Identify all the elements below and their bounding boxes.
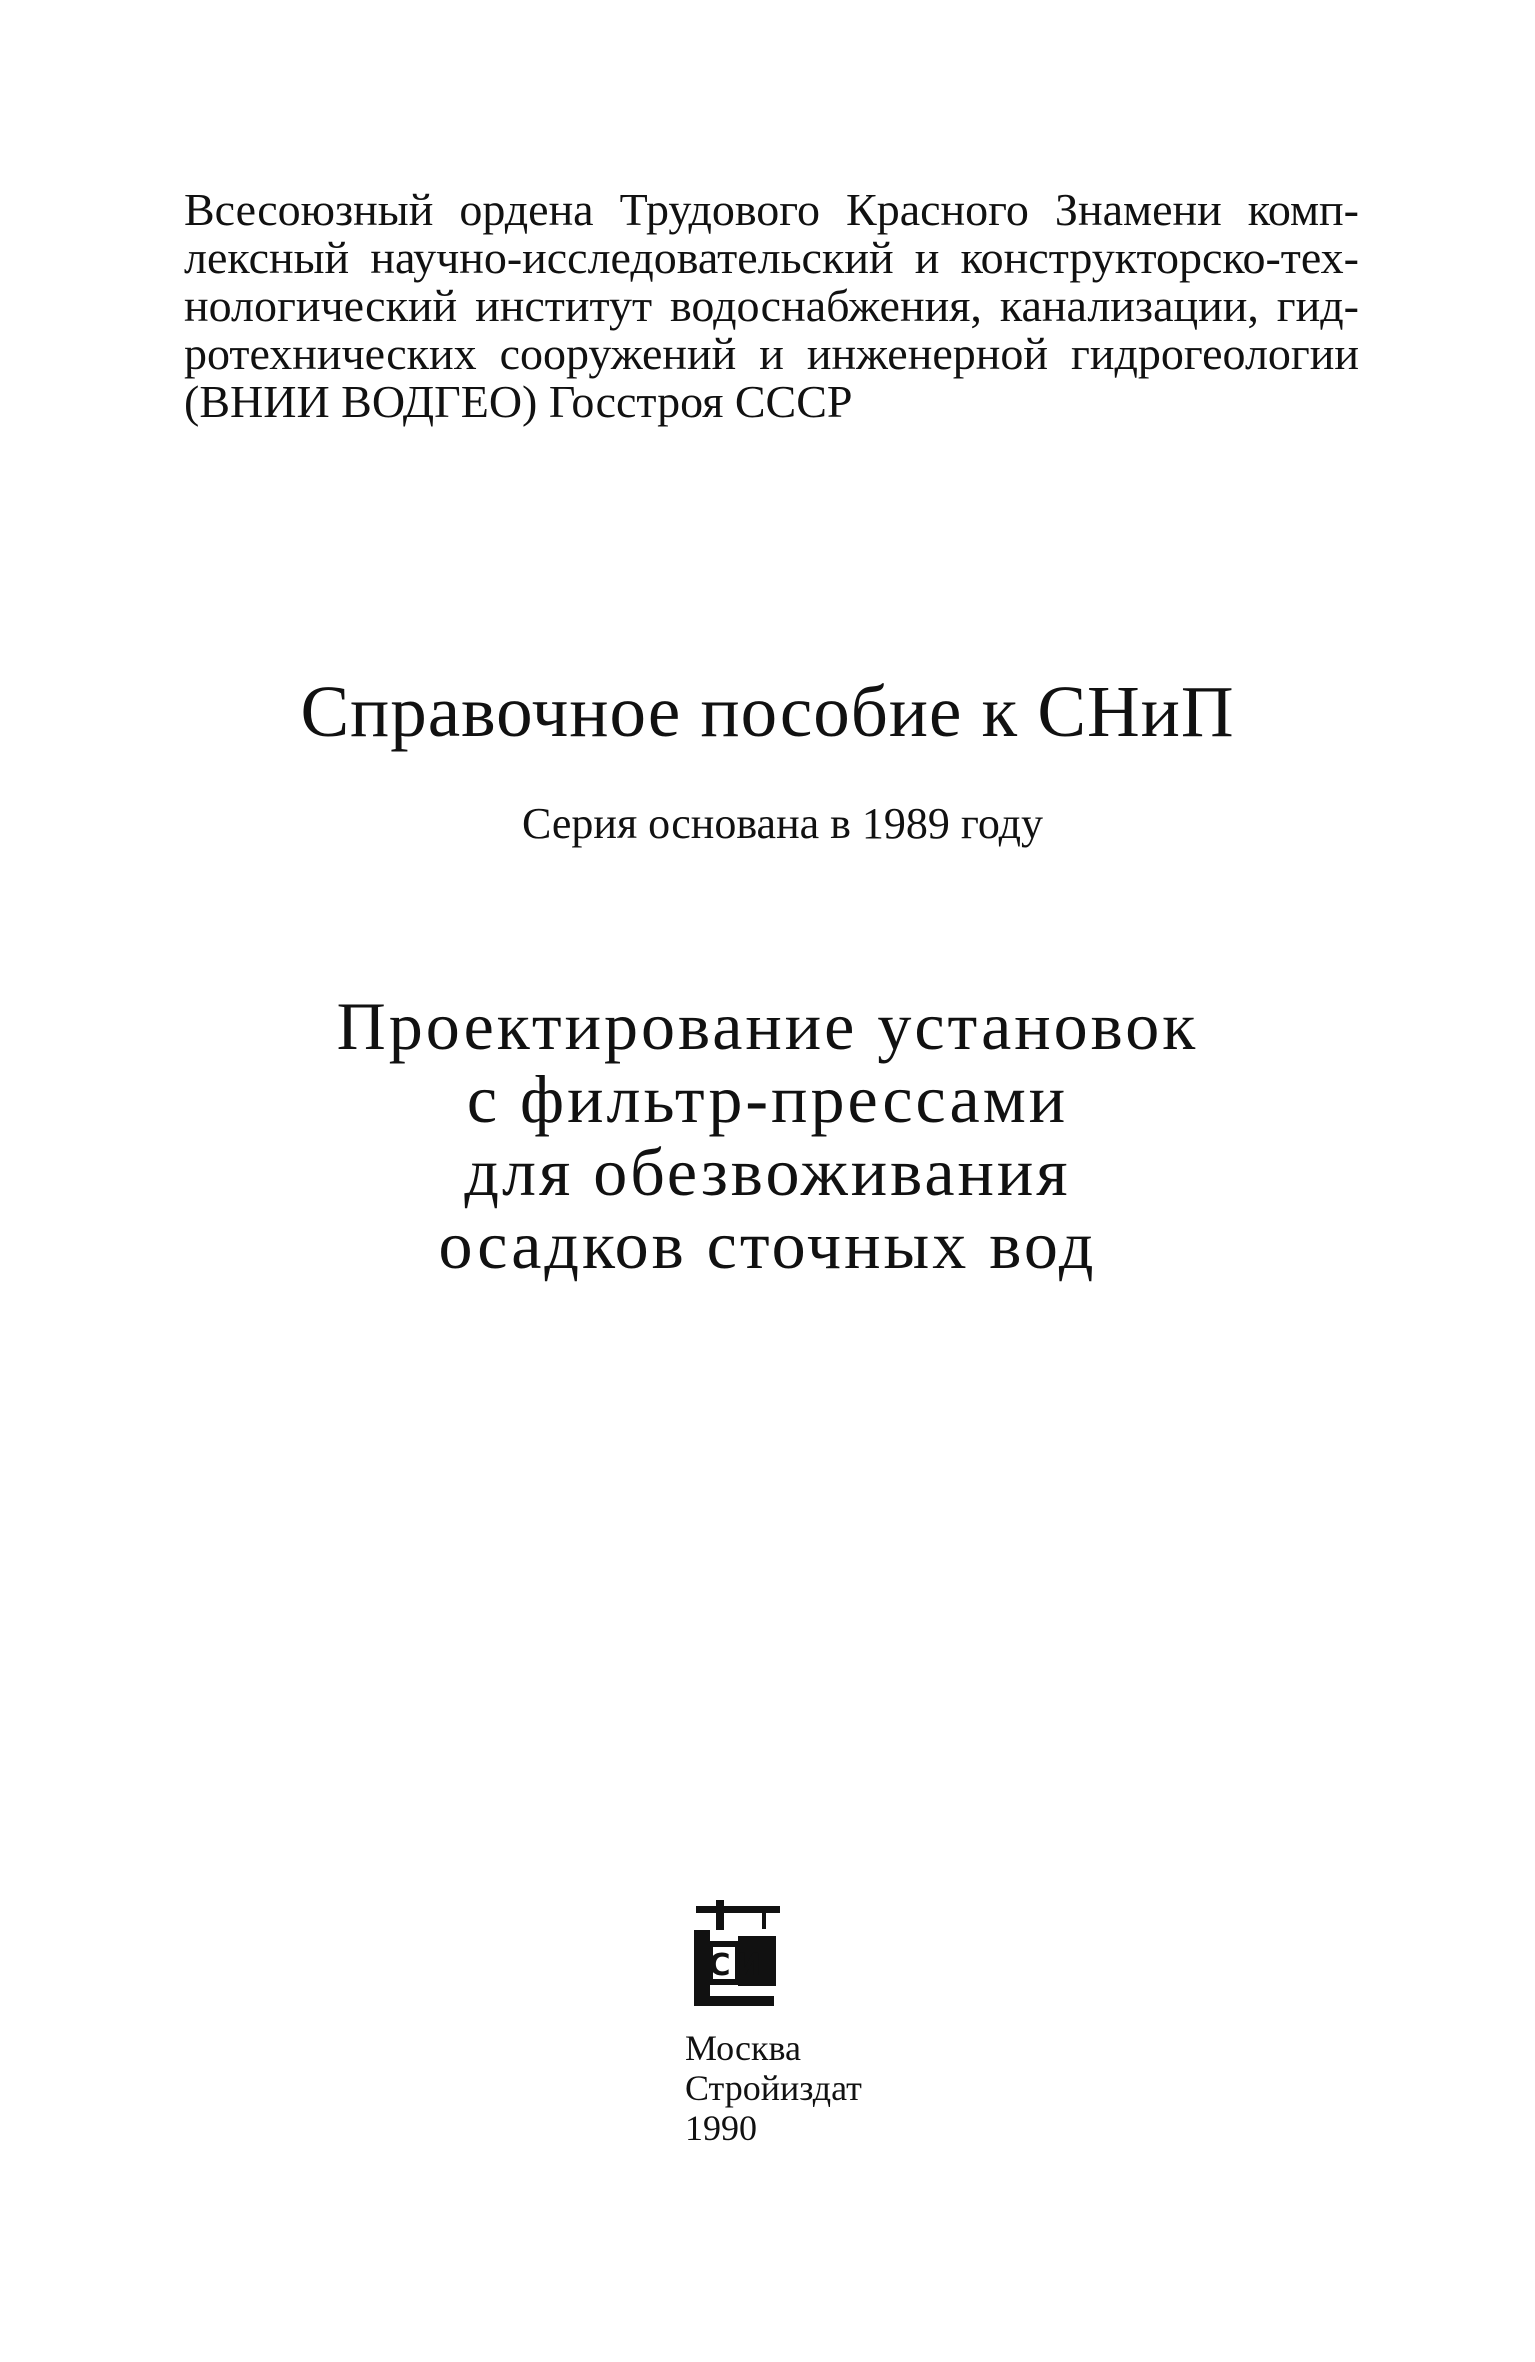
institution-line: Всесоюзный ордена Трудового Красного Знамени комп- (184, 184, 1359, 235)
book-title-line: Проектирование установок (336, 988, 1199, 1064)
book-title (0, 990, 1535, 1282)
book-title-line: с фильтр-прессами (466, 1061, 1069, 1137)
institution-line: (ВНИИ ВОДГЕО) Госстроя СССР (184, 376, 853, 427)
institution-line: лексный научно-исследовательский и конструкторско-тех- (184, 232, 1359, 283)
logo-text: СИ (708, 1948, 768, 1983)
imprint (685, 2028, 862, 2148)
institution-name (184, 186, 1359, 426)
publisher-city: Москва (685, 2028, 801, 2068)
book-title-line: осадков сточных вод (438, 1207, 1097, 1283)
institution-line: нологический институт водоснабжения, канализации, гид- (184, 280, 1359, 331)
book-title-line: для обезвоживания (464, 1134, 1071, 1210)
series-founded-note: Серия основана в 1989 году (521, 799, 1044, 848)
institution-line: ротехнических сооружений и инженерной гидрогеологии (184, 328, 1359, 379)
publication-year: 1990 (685, 2108, 757, 2148)
publisher-name: Стройиздат (685, 2068, 862, 2108)
crane-si-logo-icon (690, 1900, 790, 2010)
series-title: Справочное пособие к СНиП (300, 671, 1235, 752)
